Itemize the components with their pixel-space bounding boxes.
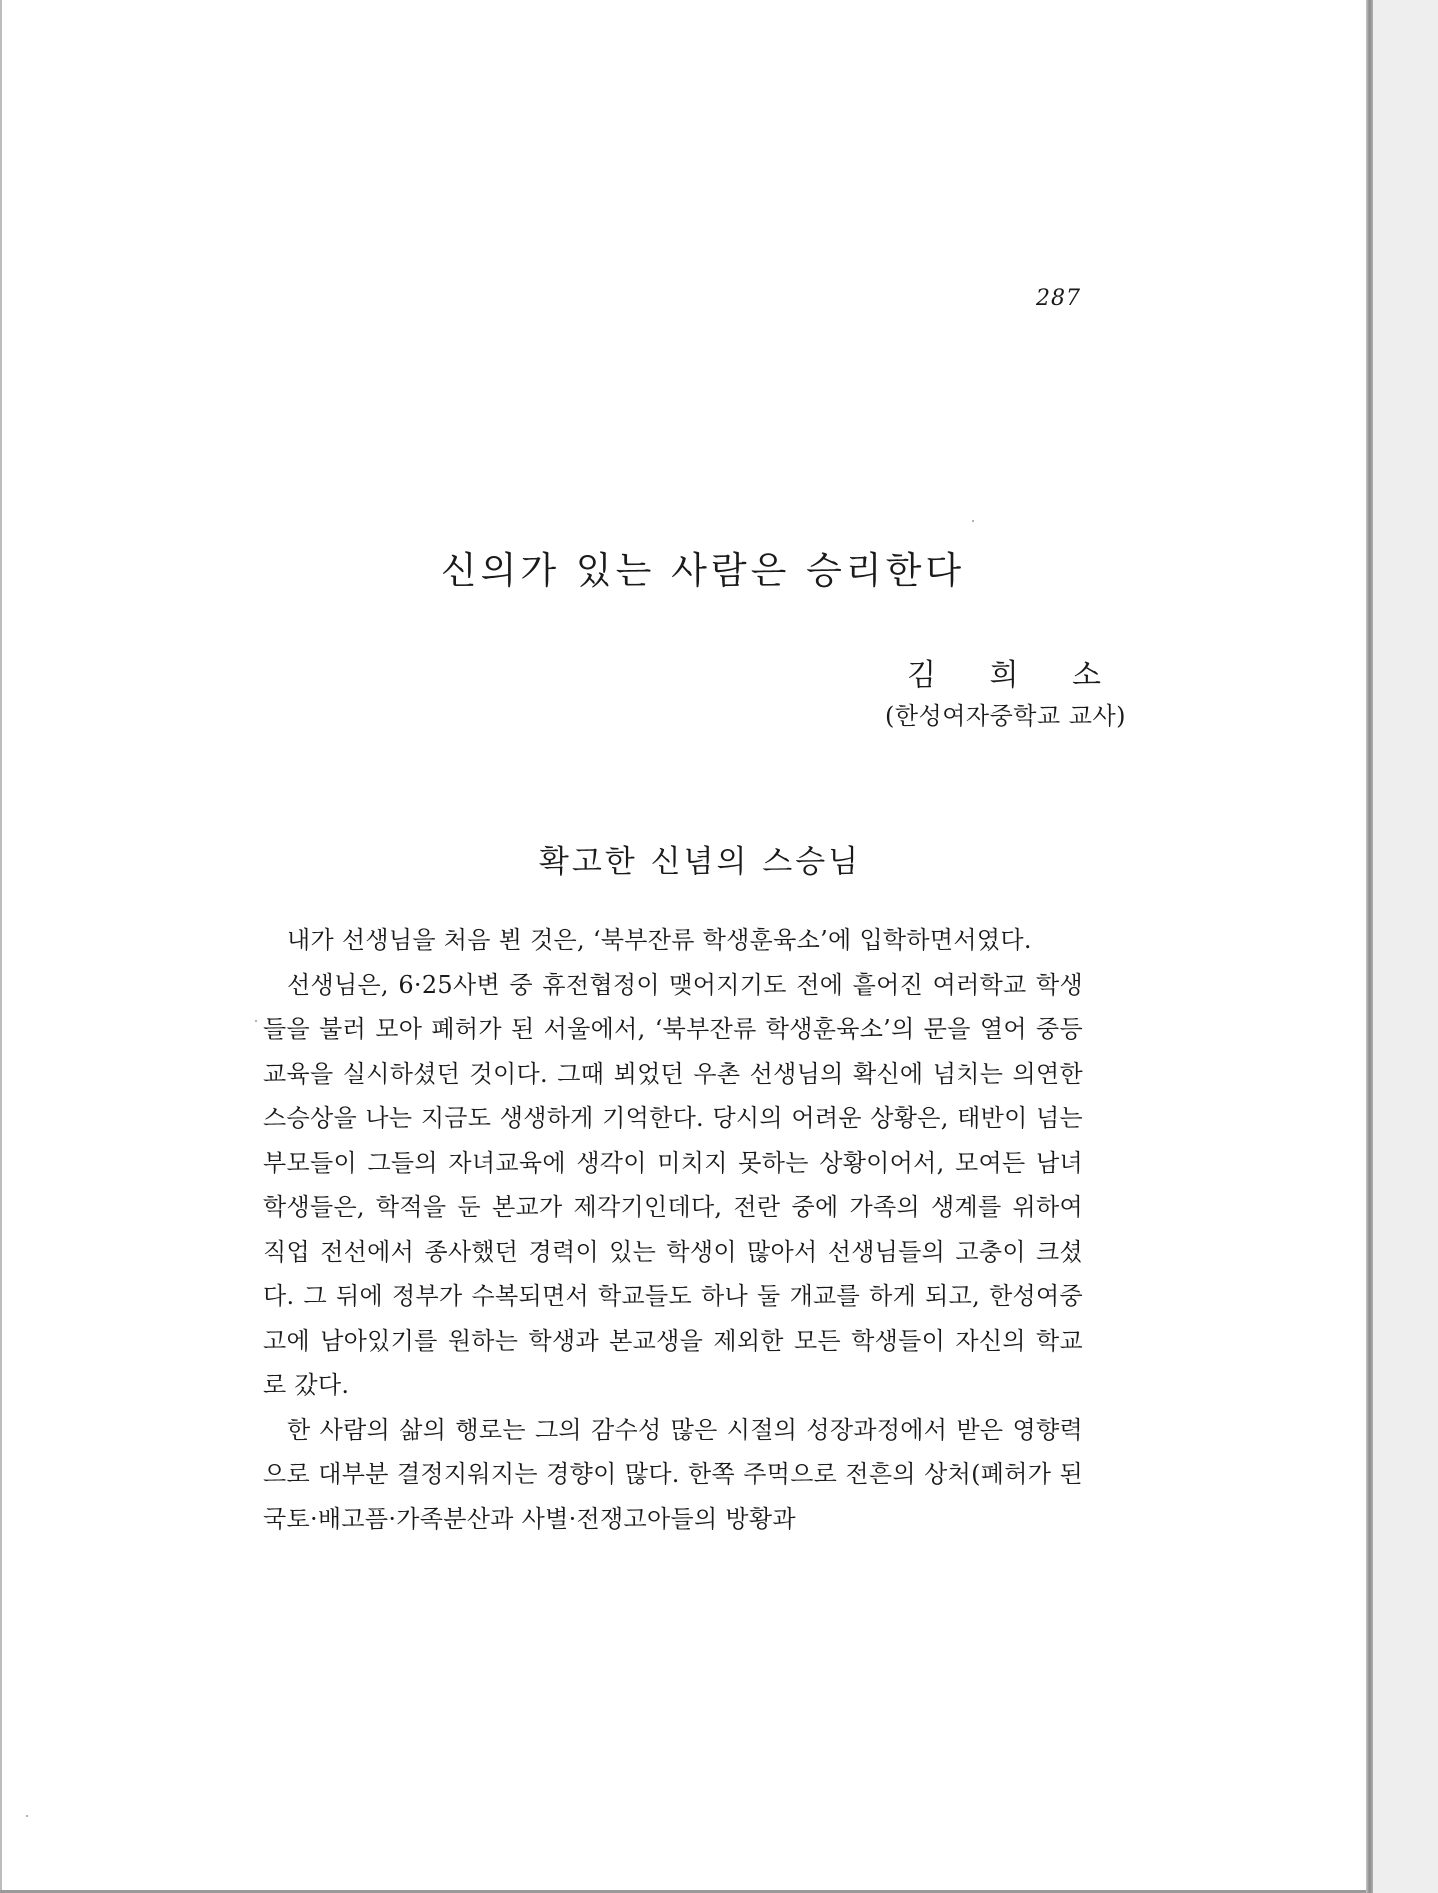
article-title: 신의가 있는 사람은 승리한다 <box>440 549 966 592</box>
viewer-gutter <box>1373 0 1438 1893</box>
section-heading: 확고한 신념의 스승님 <box>538 844 862 880</box>
article-body <box>263 918 1083 1541</box>
author-affiliation: (한성여자중학교 교사) <box>884 702 1126 730</box>
scan-artifact <box>972 520 974 522</box>
scan-artifact <box>255 1020 257 1022</box>
scan-artifact <box>26 1815 28 1817</box>
body-paragraph: 한 사람의 삶의 행로는 그의 감수성 많은 시절의 성장과정에서 받은 영향력으로 대부분 결정지워지는 경향이 많다. 한쪽 주먹으로 전흔의 상처(폐허가 된 국토·배고픔·가족분산과 사별·전쟁고아들의 방황과 <box>263 1415 1083 1533</box>
body-paragraph: 내가 선생님을 처음 뵌 것은, ‘북부잔류 학생훈육소’에 입학하면서였다. <box>287 926 1032 954</box>
page-number: 287 <box>1036 286 1081 311</box>
page-left-border <box>0 0 2 1893</box>
body-paragraph: 선생님은, 6·25사변 중 휴전협정이 맺어지기도 전에 흩어진 여러학교 학생들을 불러 모아 폐허가 된 서울에서, ‘북부잔류 학생훈육소’의 문을 열어 중등교육을 실시하셨던 것이다. 그때 뵈었던 우촌 선생님의 확신에 넘치는 의연한 스승상을 나는 지금도 생생하게 기억한다. 당시의 어려운 상황은, 태반이 넘는 부모들이 그들의 자녀교육에 생각이 미치지 못하는 상황이어서, 모여든 남녀 학생들은, 학적을 둔 본교가 제각기인데다, 전란 중에 가족의 생계를 위하여 직업 전선에서 종사했던 경력이 있는 학생이 많아서 선생님들의 고충이 크셨다. 그 뒤에 정부가 수복되면서 학교들도 하나 둘 개교를 하게 되고, 한성여중고에 남아있기를 원하는 학생과 본교생을 제외한 모든 학생들이 자신의 학교로 갔다. <box>263 970 1083 1399</box>
author-name: 김 희 소 <box>906 658 1123 693</box>
page-edge-shadow <box>1366 0 1373 1893</box>
